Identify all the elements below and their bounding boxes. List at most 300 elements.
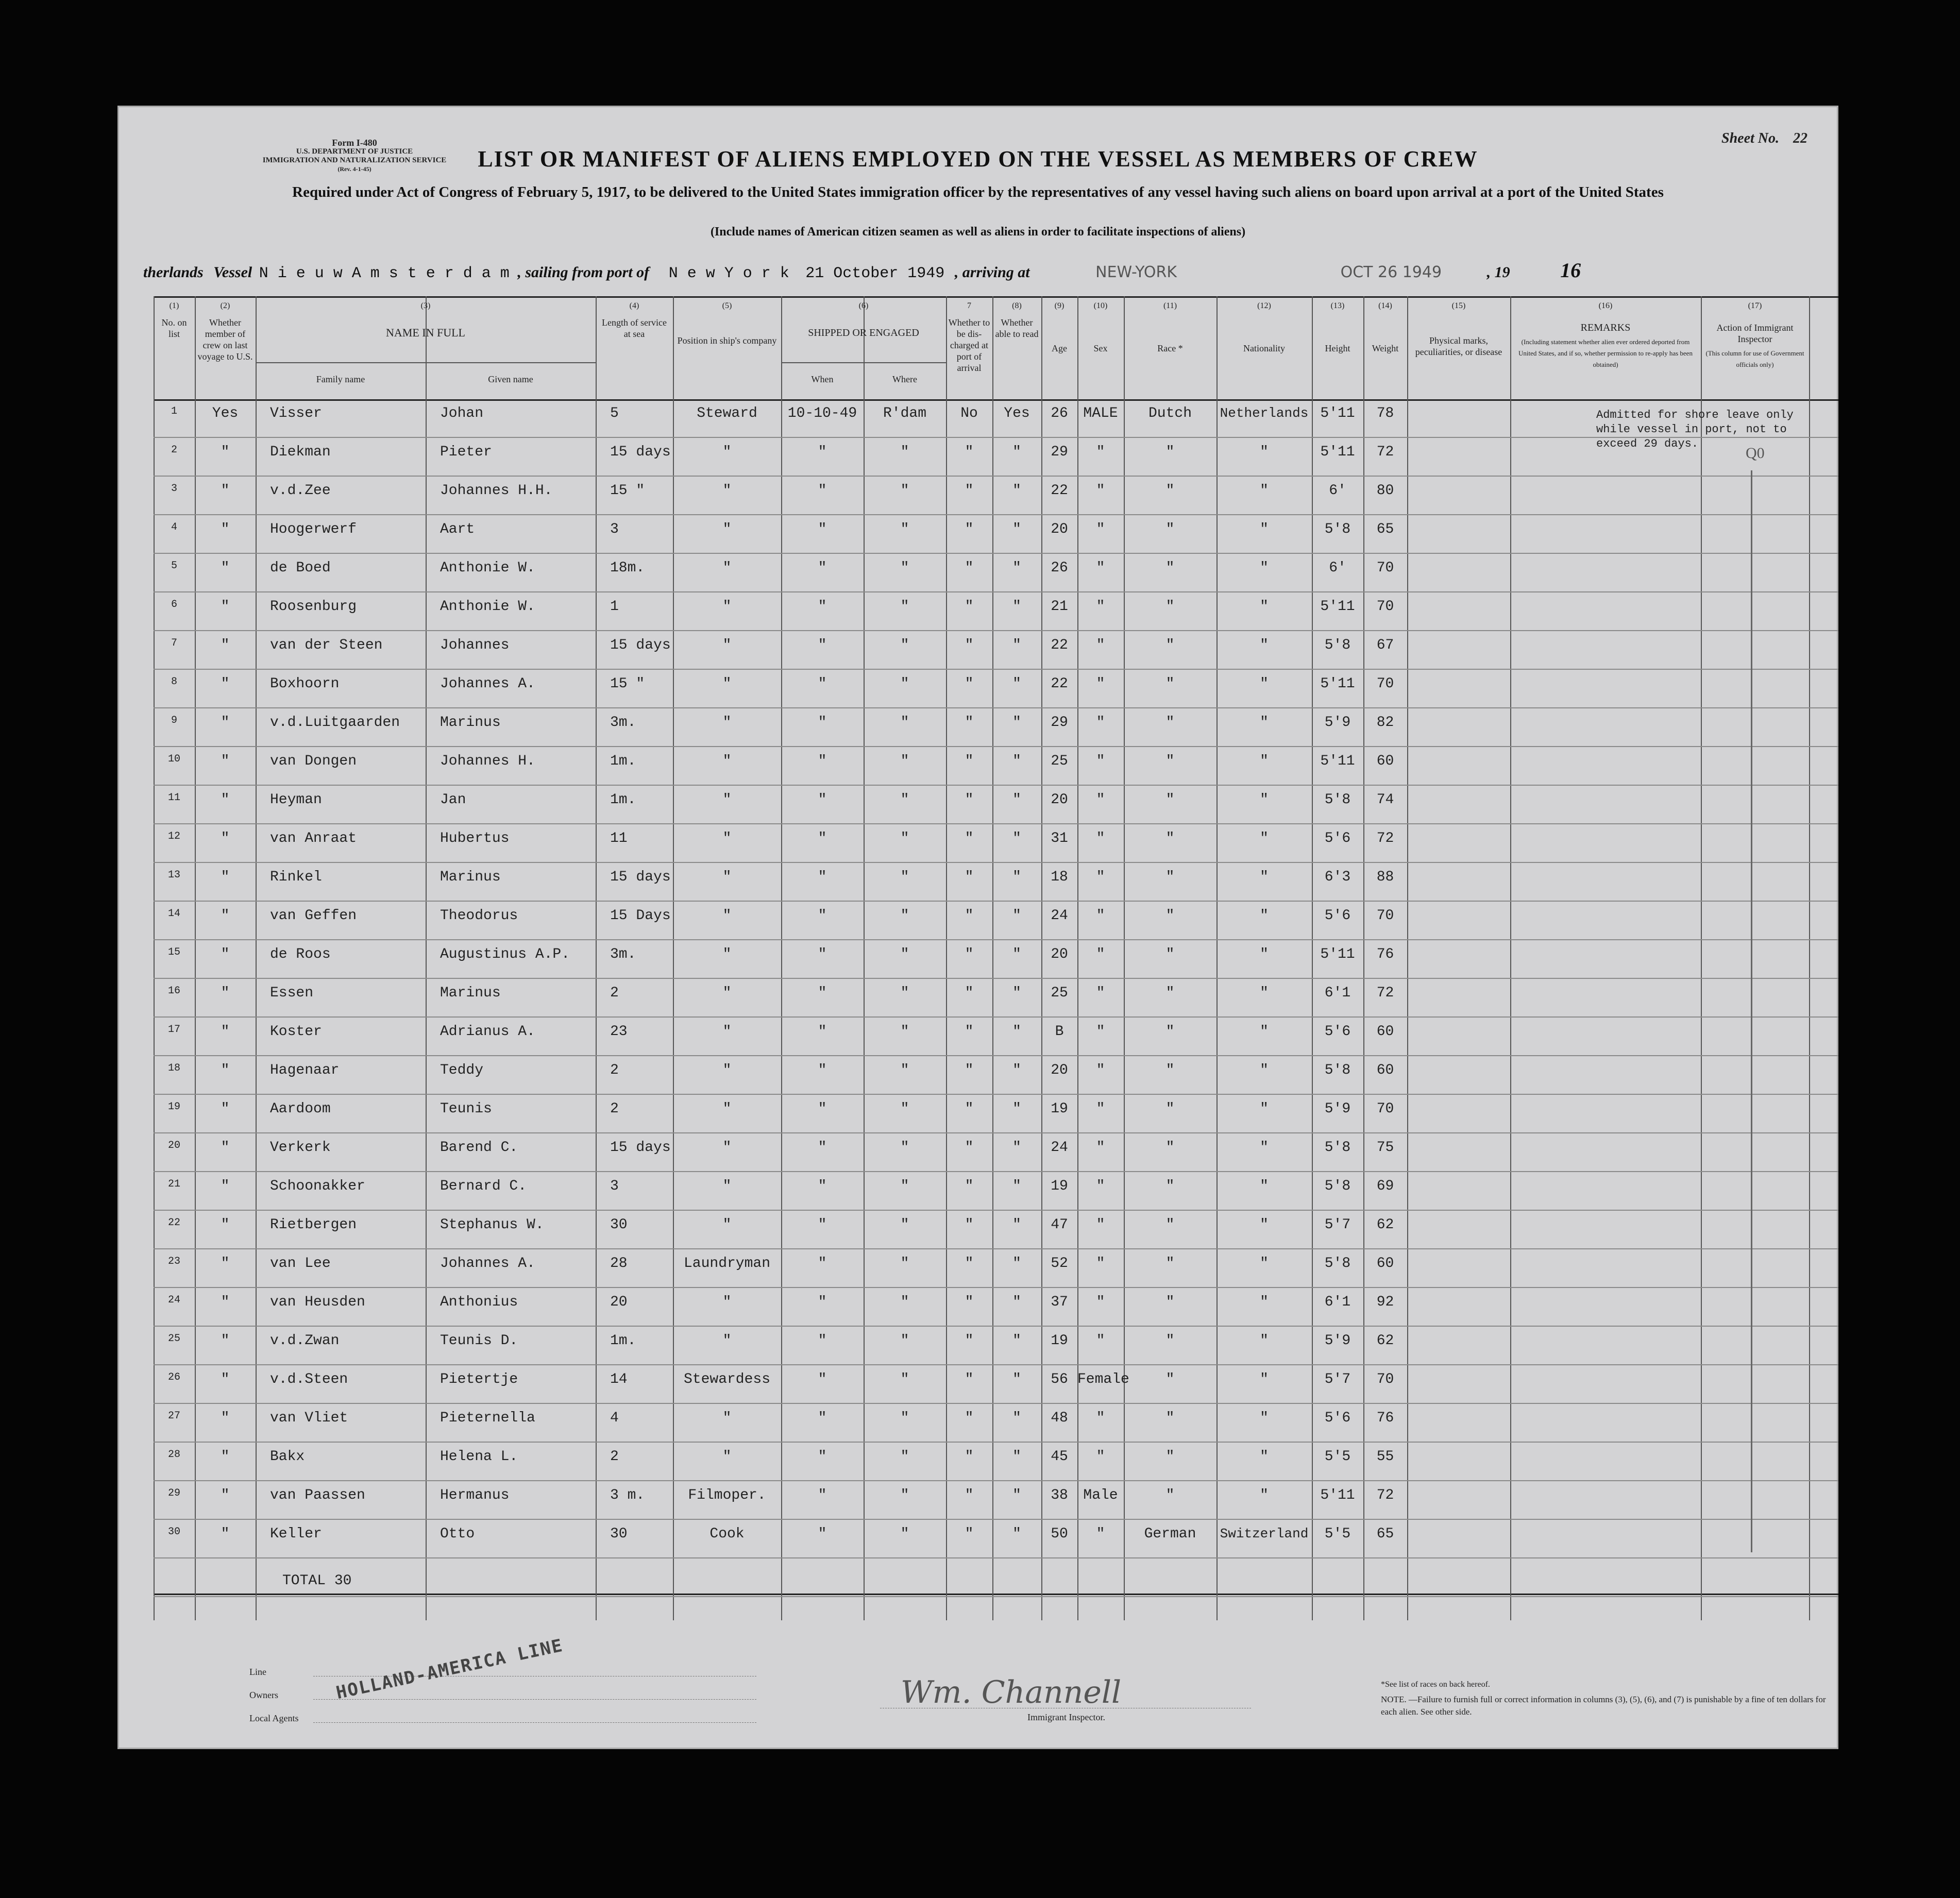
cell-when: " [818, 1178, 827, 1194]
column-number-c4: (4) [629, 301, 639, 310]
cell-family: Hagenaar [270, 1062, 340, 1078]
cell-service: 14 [610, 1371, 628, 1387]
cell-crew: " [221, 715, 230, 731]
column-header-c14: Weight [1372, 343, 1399, 353]
cell-discharged: " [965, 753, 974, 769]
cell-race: " [1165, 1333, 1175, 1349]
cell-given: Hubertus [440, 831, 510, 846]
cell-given: Marinus [440, 985, 501, 1001]
cell-discharged: " [965, 831, 974, 846]
cell-discharged: " [965, 1410, 974, 1426]
cell-family: Verkerk [270, 1140, 331, 1156]
cell-no: 26 [167, 1371, 180, 1383]
cell-race: " [1165, 1487, 1175, 1503]
cell-age: 29 [1051, 444, 1068, 460]
cell-height: 5'8 [1324, 1256, 1351, 1272]
cell-family: Visser [270, 405, 322, 421]
cell-read: " [1012, 831, 1021, 846]
cell-where: " [900, 637, 909, 653]
cell-when: " [818, 676, 827, 692]
cell-family: van Vliet [270, 1410, 348, 1426]
cell-height: 5'7 [1324, 1371, 1351, 1387]
cell-weight: 62 [1376, 1333, 1394, 1349]
cell-age: 47 [1051, 1217, 1068, 1233]
cell-when: " [818, 1449, 827, 1465]
cell-when: " [818, 1333, 827, 1349]
cell-sex: MALE [1083, 405, 1118, 421]
cell-race: " [1165, 444, 1175, 460]
cell-when: " [818, 715, 827, 731]
cell-position: " [722, 831, 732, 846]
column-number-c1: (1) [169, 301, 179, 310]
cell-race: " [1165, 1294, 1175, 1310]
cell-weight: 78 [1376, 405, 1394, 421]
cell-age: 56 [1051, 1371, 1068, 1387]
cell-nationality: " [1260, 1101, 1269, 1117]
cell-no: 6 [171, 599, 177, 611]
cell-nationality: " [1260, 1487, 1269, 1503]
cell-sex: " [1096, 1024, 1105, 1040]
cell-race: Dutch [1148, 405, 1192, 421]
cell-nationality: Netherlands [1220, 405, 1309, 421]
cell-read: " [1012, 908, 1021, 924]
cell-position: " [722, 599, 732, 615]
cell-where: " [900, 1140, 909, 1156]
cell-where: " [900, 985, 909, 1001]
cell-discharged: " [965, 985, 974, 1001]
cell-service: 3 m. [610, 1487, 645, 1503]
cell-race: " [1165, 483, 1175, 499]
cell-weight: 65 [1376, 1526, 1394, 1542]
cell-height: 6' [1329, 483, 1346, 499]
cell-read: " [1012, 792, 1021, 808]
cell-no: 20 [167, 1140, 180, 1151]
cell-weight: 60 [1376, 1062, 1394, 1078]
cell-no: 7 [171, 637, 177, 649]
cell-age: 31 [1051, 831, 1068, 846]
cell-given: Aart [440, 521, 475, 537]
cell-race: " [1165, 715, 1175, 731]
cell-position: " [722, 753, 732, 769]
cell-race: " [1165, 1101, 1175, 1117]
cell-height: 5'8 [1324, 1178, 1351, 1194]
cell-given: Pieter [440, 444, 492, 460]
cell-sex: Female [1077, 1371, 1129, 1387]
column-number-c15: (15) [1451, 301, 1466, 310]
cell-sex: " [1096, 637, 1105, 653]
column-number-c9: (9) [1054, 301, 1065, 310]
cell-age: 19 [1051, 1333, 1068, 1349]
cell-discharged: " [965, 1333, 974, 1349]
cell-where: " [900, 1217, 909, 1233]
cell-position: " [722, 444, 732, 460]
vessel-line [143, 258, 1581, 282]
cell-no: 30 [167, 1526, 180, 1538]
column-header-remarks-note: (Including statement whether alien ever ordered deported from United States, and if so, whether permission to re-apply has been obtained) [1518, 338, 1693, 368]
cell-position: " [722, 715, 732, 731]
cell-nationality: " [1260, 715, 1269, 731]
table-row [154, 676, 1809, 715]
cell-age: 29 [1051, 715, 1068, 731]
cell-height: 5'6 [1324, 1410, 1351, 1426]
cell-age: 22 [1051, 676, 1068, 692]
column-number-c5: (5) [722, 301, 732, 310]
cell-position: " [722, 1410, 732, 1426]
cell-crew: " [221, 1333, 230, 1349]
cell-service: 15 days [610, 444, 671, 460]
cell-service: 30 [610, 1217, 628, 1233]
vessel-flag: therlands [143, 264, 204, 281]
cell-crew: " [221, 637, 230, 653]
table-row [154, 831, 1809, 869]
cell-age: 26 [1051, 405, 1068, 421]
owners-label: Owners [249, 1690, 278, 1700]
column-header-remarks: REMARKS [1580, 322, 1631, 333]
name-subheader-line [256, 362, 596, 363]
cell-when: " [818, 1024, 827, 1040]
cell-where: " [900, 1256, 909, 1272]
cell-read: " [1012, 1256, 1021, 1272]
cell-where: " [900, 792, 909, 808]
cell-when: 10-10-49 [787, 405, 857, 421]
cell-weight: 82 [1376, 715, 1394, 731]
table-row [154, 792, 1809, 831]
cell-race: " [1165, 560, 1175, 576]
cell-family: van Paassen [270, 1487, 365, 1503]
cell-discharged: " [965, 1294, 974, 1310]
column-number-c6: (6) [858, 301, 869, 310]
column-number-c7: 7 [967, 301, 971, 310]
cell-when: " [818, 1410, 827, 1426]
cell-race: " [1165, 985, 1175, 1001]
table-row [154, 753, 1809, 792]
table-top-border [154, 296, 1838, 298]
column-number-c3: (3) [420, 301, 431, 310]
cell-given: Jan [440, 792, 466, 808]
cell-age: 50 [1051, 1526, 1068, 1542]
cell-discharged: " [965, 560, 974, 576]
table-row [154, 908, 1809, 946]
cell-race: " [1165, 1024, 1175, 1040]
cell-sex: " [1096, 985, 1105, 1001]
cell-race: " [1165, 753, 1175, 769]
cell-no: 2 [171, 444, 177, 456]
cell-sex: " [1096, 483, 1105, 499]
cell-height: 5'5 [1324, 1449, 1351, 1465]
column-header-c9: Age [1052, 343, 1067, 353]
shipped-subheader-line [781, 362, 946, 363]
cell-discharged: " [965, 483, 974, 499]
cell-weight: 62 [1376, 1217, 1394, 1233]
cell-nationality: " [1260, 1371, 1269, 1387]
cell-weight: 76 [1376, 946, 1394, 962]
cell-position: Laundryman [683, 1256, 771, 1272]
cell-nationality: " [1260, 1178, 1269, 1194]
cell-no: 21 [167, 1178, 180, 1190]
column-header-c13: Height [1325, 343, 1350, 353]
cell-when: " [818, 1256, 827, 1272]
cell-crew: " [221, 1256, 230, 1272]
cell-when: " [818, 1294, 827, 1310]
cell-sex: " [1096, 1410, 1105, 1426]
cell-crew: Yes [212, 405, 239, 421]
cell-service: 15 days [610, 637, 671, 653]
cell-height: 5'11 [1320, 405, 1355, 421]
cell-position: " [722, 637, 732, 653]
column-number-c12: (12) [1257, 301, 1271, 310]
column-number-c14: (14) [1378, 301, 1392, 310]
cell-family: Koster [270, 1024, 322, 1040]
cell-weight: 72 [1376, 1487, 1394, 1503]
cell-read: Yes [1004, 405, 1030, 421]
column-header-c12: Nationality [1243, 343, 1285, 353]
cell-height: 5'7 [1324, 1217, 1351, 1233]
cell-no: 14 [167, 908, 180, 920]
column-number-c8: (8) [1012, 301, 1022, 310]
cell-where: " [900, 444, 909, 460]
cell-race: " [1165, 1410, 1175, 1426]
column-number-c10: (10) [1093, 301, 1108, 310]
table-row [154, 1024, 1809, 1062]
column-header-c5: Position in ship's company [677, 335, 777, 346]
cell-service: 5 [610, 405, 619, 421]
cell-nationality: " [1260, 1410, 1269, 1426]
cell-when: " [818, 753, 827, 769]
cell-weight: 70 [1376, 1101, 1394, 1117]
line-label: Line [249, 1667, 266, 1677]
cell-position: " [722, 946, 732, 962]
cell-family: v.d.Steen [270, 1371, 348, 1387]
column-number-c16: (16) [1598, 301, 1613, 310]
cell-height: 6'1 [1324, 985, 1351, 1001]
cell-family: Rinkel [270, 869, 322, 885]
cell-service: 3 [610, 1178, 619, 1194]
cell-given: Theodorus [440, 908, 518, 924]
column-number-c13: (13) [1330, 301, 1345, 310]
sheet-no-value: 22 [1793, 130, 1807, 146]
cell-read: " [1012, 1410, 1021, 1426]
cell-discharged: " [965, 1178, 974, 1194]
cell-given: Teunis [440, 1101, 492, 1117]
cell-position: " [722, 1449, 732, 1465]
cell-when: " [818, 637, 827, 653]
cell-read: " [1012, 1449, 1021, 1465]
cell-position: Steward [697, 405, 757, 421]
cell-crew: " [221, 483, 230, 499]
cell-sex: " [1096, 599, 1105, 615]
cell-age: 19 [1051, 1178, 1068, 1194]
cell-crew: " [221, 1101, 230, 1117]
cell-age: 48 [1051, 1410, 1068, 1426]
cell-where: " [900, 831, 909, 846]
cell-family: de Boed [270, 560, 331, 576]
cell-discharged: " [965, 599, 974, 615]
table-row [154, 985, 1809, 1024]
cell-service: 18m. [610, 560, 645, 576]
cell-where: " [900, 1371, 909, 1387]
cell-service: 2 [610, 1449, 619, 1465]
cell-age: 20 [1051, 792, 1068, 808]
cell-family: van Dongen [270, 753, 357, 769]
cell-no: 8 [171, 676, 177, 688]
cell-weight: 69 [1376, 1178, 1394, 1194]
cell-service: 2 [610, 1101, 619, 1117]
cell-given: Anthonie W. [440, 560, 535, 576]
table-total: TOTAL 30 [282, 1573, 352, 1589]
cell-where: " [900, 676, 909, 692]
cell-where: " [900, 869, 909, 885]
cell-discharged: " [965, 521, 974, 537]
cell-service: 1m. [610, 792, 636, 808]
cell-sex: " [1096, 1294, 1105, 1310]
cell-nationality: " [1260, 521, 1269, 537]
table-row [154, 1101, 1809, 1140]
cell-family: Hoogerwerf [270, 521, 357, 537]
remarks-line: exceed 29 days. [1596, 437, 1699, 450]
cell-race: " [1165, 676, 1175, 692]
cell-no: 3 [171, 483, 177, 495]
cell-where: " [900, 599, 909, 615]
cell-height: 5'5 [1324, 1526, 1351, 1542]
cell-read: " [1012, 560, 1021, 576]
cell-sex: " [1096, 1333, 1105, 1349]
cell-nationality: " [1260, 1140, 1269, 1156]
sheet-no-label: Sheet No. [1721, 130, 1779, 146]
cell-discharged: " [965, 1371, 974, 1387]
cell-sex: " [1096, 753, 1105, 769]
cell-no: 28 [167, 1449, 180, 1461]
cell-age: 52 [1051, 1256, 1068, 1272]
cell-position: " [722, 1140, 732, 1156]
cell-sex: " [1096, 1101, 1105, 1117]
column-header-c4: Length of service at sea [602, 317, 667, 339]
cell-nationality: " [1260, 985, 1269, 1001]
column-header-c1: No. on list [161, 317, 187, 339]
cell-sex: " [1096, 560, 1105, 576]
cell-service: 3m. [610, 946, 636, 962]
cell-where: " [900, 908, 909, 924]
cell-race: " [1165, 1217, 1175, 1233]
column-header-shipped: SHIPPED OR ENGAGED [808, 327, 919, 338]
cell-no: 1 [171, 405, 177, 417]
table-row [154, 599, 1809, 637]
cell-weight: 75 [1376, 1140, 1394, 1156]
table-row [154, 483, 1809, 521]
cell-nationality: " [1260, 483, 1269, 499]
cell-crew: " [221, 560, 230, 576]
cell-service: 1 [610, 599, 619, 615]
cell-sex: " [1096, 1449, 1105, 1465]
cell-race: " [1165, 521, 1175, 537]
column-number-c2: (2) [220, 301, 230, 310]
cell-service: 23 [610, 1024, 628, 1040]
cell-family: Essen [270, 985, 314, 1001]
cell-when: " [818, 946, 827, 962]
cell-discharged: " [965, 444, 974, 460]
cell-crew: " [221, 1410, 230, 1426]
cell-height: 5'9 [1324, 1333, 1351, 1349]
cell-sex: " [1096, 521, 1105, 537]
cell-age: 22 [1051, 483, 1068, 499]
cell-given: Adrianus A. [440, 1024, 535, 1040]
cell-crew: " [221, 1062, 230, 1078]
cell-sex: " [1096, 831, 1105, 846]
cell-read: " [1012, 1371, 1021, 1387]
cell-no: 17 [167, 1024, 180, 1036]
cell-where: " [900, 1487, 909, 1503]
cell-service: 15 Days [610, 908, 671, 924]
cell-weight: 70 [1376, 676, 1394, 692]
cell-no: 29 [167, 1487, 180, 1499]
cell-family: v.d.Zee [270, 483, 331, 499]
cell-height: 5'8 [1324, 521, 1351, 537]
cell-service: 1m. [610, 1333, 636, 1349]
cell-no: 22 [167, 1217, 180, 1229]
cell-age: 20 [1051, 1062, 1068, 1078]
cell-service: 2 [610, 1062, 619, 1078]
column-header-when: When [811, 374, 834, 384]
cell-discharged: " [965, 1140, 974, 1156]
cell-where: " [900, 715, 909, 731]
cell-no: 23 [167, 1256, 180, 1267]
cell-height: 5'11 [1320, 444, 1355, 460]
cell-nationality: " [1260, 792, 1269, 808]
cell-read: " [1012, 1487, 1021, 1503]
remarks-line: Admitted for shore leave only [1596, 409, 1794, 421]
cell-nationality: " [1260, 1217, 1269, 1233]
cell-when: " [818, 1526, 827, 1542]
column-number-c11: (11) [1163, 301, 1177, 310]
cell-service: 20 [610, 1294, 628, 1310]
cell-given: Johan [440, 405, 484, 421]
cell-read: " [1012, 1217, 1021, 1233]
cell-crew: " [221, 1294, 230, 1310]
cell-given: Anthonius [440, 1294, 518, 1310]
cell-race: " [1165, 1140, 1175, 1156]
cell-given: Otto [440, 1526, 475, 1542]
cell-height: 5'8 [1324, 1140, 1351, 1156]
cell-discharged: " [965, 1487, 974, 1503]
cell-read: " [1012, 676, 1021, 692]
table-row [154, 946, 1809, 985]
cell-discharged: " [965, 1526, 974, 1542]
cell-read: " [1012, 1101, 1021, 1117]
manifest-sheet [117, 106, 1838, 1749]
cell-family: Keller [270, 1526, 322, 1542]
column-number-c17: (17) [1748, 301, 1762, 310]
cell-position: " [722, 869, 732, 885]
cell-read: " [1012, 715, 1021, 731]
table-row [154, 1487, 1809, 1526]
cell-where: " [900, 1410, 909, 1426]
cell-height: 5'11 [1320, 1487, 1355, 1503]
cell-no: 27 [167, 1410, 180, 1422]
cell-weight: 60 [1376, 1256, 1394, 1272]
cell-weight: 60 [1376, 753, 1394, 769]
cell-sex: " [1096, 869, 1105, 885]
cell-no: 11 [167, 792, 180, 804]
cell-crew: " [221, 792, 230, 808]
cell-when: " [818, 1062, 827, 1078]
cell-read: " [1012, 637, 1021, 653]
cell-height: 5'11 [1320, 753, 1355, 769]
cell-no: 9 [171, 715, 177, 726]
cell-crew: " [221, 946, 230, 962]
cell-nationality: " [1260, 676, 1269, 692]
table-row [154, 1371, 1809, 1410]
form-dept: U.S. DEPARTMENT OF JUSTICE [296, 147, 413, 156]
cell-race: " [1165, 831, 1175, 846]
